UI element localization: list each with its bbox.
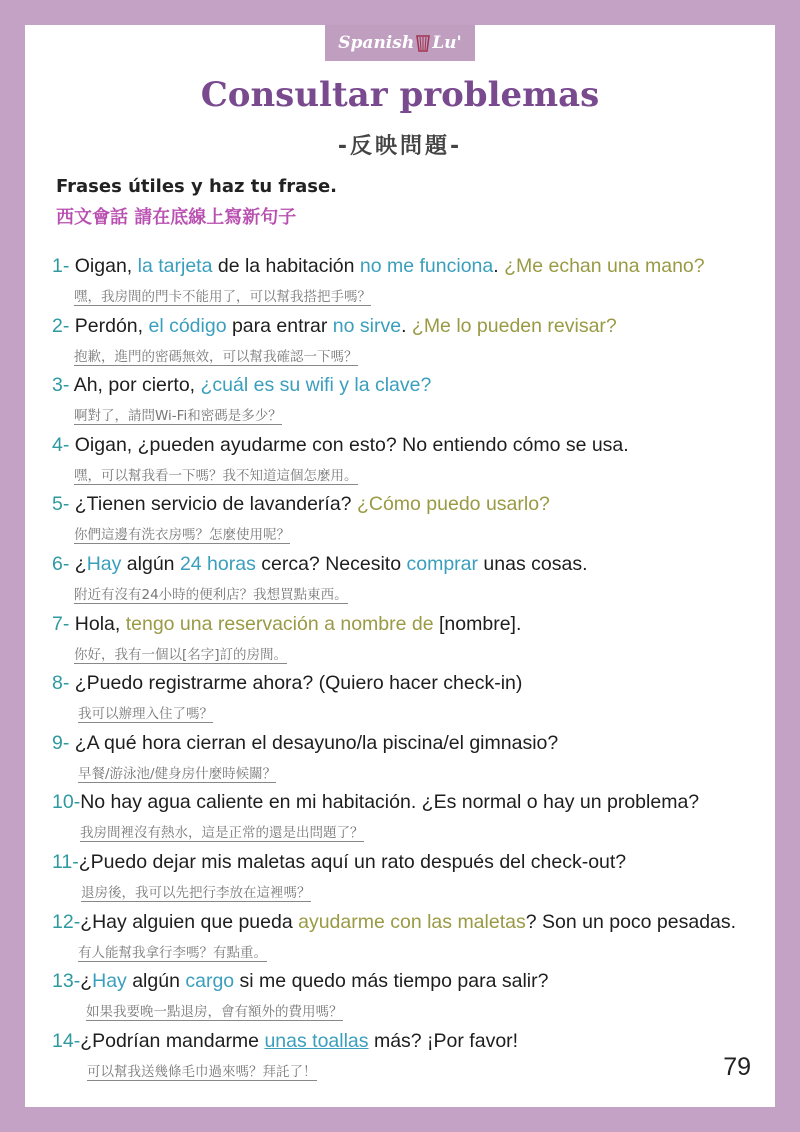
intro-chinese: 西文會話 請在底線上寫新句子 — [56, 207, 297, 228]
phrase-keyword: comprar — [406, 553, 479, 575]
phrase-question-highlight: ¿Cómo puedo usarlo? — [356, 493, 550, 516]
phrase-text: algún — [126, 970, 186, 993]
phrase-number: 1- — [52, 255, 75, 277]
phrase-text: de la habitación — [212, 255, 360, 277]
phrase-spanish — [52, 732, 558, 755]
phrase-text: Oigan, — [74, 255, 138, 277]
phrase-text: Perdón, — [74, 314, 149, 337]
phrase-keyword: Hay — [86, 553, 122, 575]
phrase-spanish — [52, 613, 521, 636]
phrase-keyword: unas toallas — [264, 1029, 369, 1052]
phrase-translation: 可以幫我送幾條毛巾過來嗎？拜託了！ — [87, 1063, 317, 1080]
phrase-number: 11- — [52, 851, 79, 873]
phrase-keyword: la tarjeta — [137, 255, 213, 277]
phrase-text: ¿A qué hora cierran el desayuno/la piscina/el gimnasio? — [74, 731, 559, 754]
phrase-translation: 附近有沒有24小時的便利店？我想買點東西。 — [74, 587, 348, 603]
phrase-number: 13- — [52, 970, 81, 993]
phrase-text: ¿Puedo registrarme ahora? (Quiero hacer check-in) — [74, 672, 523, 695]
phrase-translation: 退房後，我可以先把行李放在這裡嗎？ — [81, 885, 311, 901]
phrase-text: ¿Tienen servicio de lavandería? — [74, 493, 357, 516]
phrase-text: . — [493, 255, 505, 277]
phrase-text: ¿Puedo dejar mis maletas aquí un rato después del check-out? — [78, 851, 627, 873]
phrase-spanish — [52, 851, 626, 874]
phrase-spanish — [52, 315, 617, 338]
phrase-spanish — [52, 553, 588, 576]
phrase-number: 3- — [52, 374, 74, 397]
phrase-keyword: Hay — [92, 970, 127, 993]
phrase-number: 5- — [52, 493, 75, 516]
phrase-text: si me quedo más tiempo para salir? — [234, 970, 549, 993]
phrase-translation: 嘿，可以幫我看一下嗎？我不知道這個怎麼用。 — [74, 467, 358, 484]
phrase-translation: 你們這邊有洗衣房嗎？怎麼使用呢？ — [74, 527, 290, 544]
brand-logo — [325, 25, 475, 61]
phrase-keyword: el código — [148, 314, 227, 337]
phrase-spanish — [52, 911, 736, 934]
phrase-text: algún — [121, 553, 180, 575]
phrase-number: 9- — [52, 731, 75, 754]
brand-name-left: Spanish — [338, 33, 415, 53]
phrase-translation: 我可以辦理入住了嗎？ — [78, 706, 213, 723]
phrase-spanish — [52, 1030, 518, 1053]
phrase-text: ? Son un poco pesadas. — [525, 910, 737, 933]
phrase-keyword: 24 horas — [179, 553, 256, 575]
phrase-keyword: ¿cuál es su wifi y la clave? — [200, 374, 432, 397]
phrase-question-highlight: ¿Me lo pueden revisar? — [411, 314, 617, 337]
phrase-number: 6- — [52, 553, 75, 575]
phrase-spanish — [52, 791, 699, 814]
phrase-keyword: cargo — [185, 970, 235, 993]
phrase-translation: 嘿，我房間的門卡不能用了，可以幫我搭把手嗎？ — [74, 289, 371, 305]
page-number: 79 — [723, 1053, 751, 1081]
phrase-spanish — [52, 434, 629, 457]
phrase-text: cerca? Necesito — [255, 553, 407, 575]
phrase-question-highlight: ayudarme con las maletas — [298, 910, 526, 933]
phrase-number: 7- — [52, 612, 75, 635]
phrase-spanish — [52, 374, 431, 397]
phrase-spanish — [52, 255, 705, 278]
phrase-text: . — [401, 314, 412, 337]
phrase-text: ¿ — [74, 553, 87, 575]
phrase-translation: 啊對了，請問Wi-Fi和密碼是多少？ — [74, 408, 282, 425]
phrase-text: más? ¡Por favor! — [368, 1029, 519, 1052]
phrase-text: ¿ — [80, 970, 93, 993]
phrase-text: unas cosas. — [478, 553, 588, 575]
phrase-keyword: no sirve — [332, 314, 402, 337]
phrase-translation: 我房間裡沒有熱水，這是正常的還是出問題了？ — [80, 825, 364, 842]
phrase-text: ¿Podrían mandarme — [80, 1029, 265, 1052]
phrase-translation: 如果我要晚一點退房，會有額外的費用嗎？ — [86, 1004, 343, 1021]
phrase-question-highlight: ¿Me echan una mano? — [504, 255, 705, 277]
page-title: Consultar problemas — [200, 75, 600, 115]
brand-name-right: Lu' — [432, 33, 462, 53]
phrase-number: 14- — [52, 1029, 81, 1052]
phrase-translation: 抱歉，進門的密碼無效，可以幫我確認一下嗎？ — [74, 348, 358, 365]
phrase-translation: 你好，我有一個以[名字]訂的房間。 — [74, 646, 288, 663]
phrase-text: [nombre]. — [433, 612, 522, 635]
phrase-number: 8- — [52, 672, 75, 695]
phrase-number: 10- — [52, 791, 81, 814]
phrase-spanish — [52, 493, 550, 516]
phrase-number: 4- — [52, 433, 75, 456]
phrase-number: 2- — [52, 314, 75, 337]
phrase-spanish — [52, 672, 522, 695]
phrase-question-highlight: tengo una reservación a nombre de — [125, 612, 434, 635]
phrase-text: para entrar — [226, 314, 333, 337]
phrase-translation: 早餐/游泳池/健身房什麼時候關？ — [78, 765, 277, 782]
intro-spanish: Frases útiles y haz tu frase. — [56, 176, 338, 197]
phrase-spanish — [52, 970, 548, 993]
cup-icon — [416, 34, 430, 52]
page-subtitle: -反映問題- — [337, 134, 463, 159]
phrase-text: Ah, por cierto, — [73, 374, 201, 397]
phrase-text: No hay agua caliente en mi habitación. ¿Es normal o hay un problema? — [80, 791, 700, 814]
phrase-text: Oigan, ¿pueden ayudarme con esto? No entiendo cómo se usa. — [74, 433, 629, 456]
phrase-keyword: no me funciona — [359, 255, 494, 277]
phrase-text: Hola, — [74, 612, 126, 635]
phrase-text: ¿Hay alguien que pueda — [80, 910, 299, 933]
worksheet-page — [25, 25, 775, 1107]
phrase-number: 12- — [52, 910, 81, 933]
phrase-translation: 有人能幫我拿行李嗎？有點重。 — [78, 944, 267, 961]
